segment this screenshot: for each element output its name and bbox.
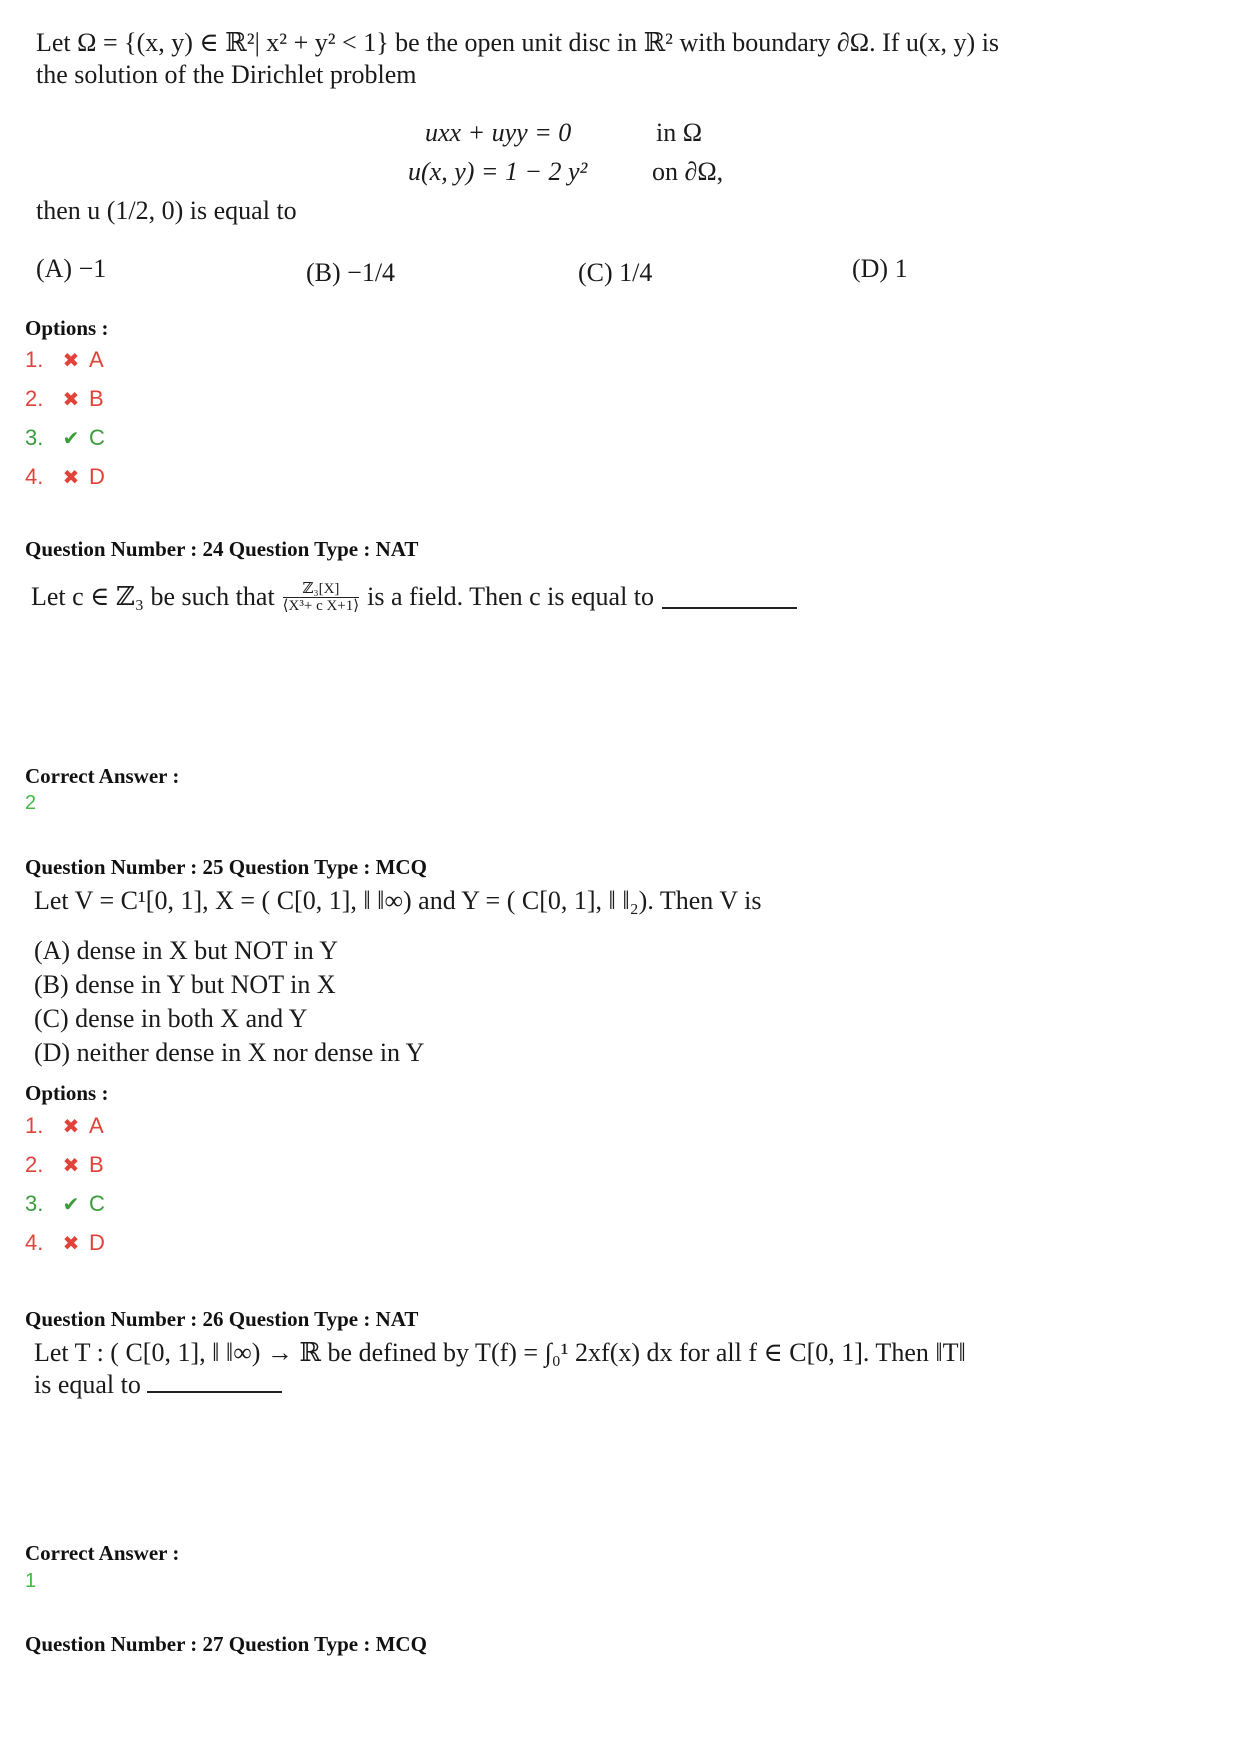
- q27-header: Question Number : 27 Question Type : MCQ: [25, 1632, 427, 1656]
- q24-fraction: $\frac{\text{ℤ₃[X]}}{\text{⟨X³+ c X+1⟩}}$: [282, 580, 360, 614]
- q25-choices: [34, 934, 424, 1070]
- q23-options-label: Options :: [25, 316, 109, 340]
- check-icon: ✔: [62, 427, 80, 450]
- cross-icon: ✖: [62, 466, 80, 489]
- q23-choice-a: (A) −1: [36, 254, 107, 283]
- q23-options-list: [25, 344, 105, 493]
- q23-option-4[interactable]: 4. ✖ D: [25, 464, 105, 489]
- q25-option-3[interactable]: 3. ✔ C: [25, 1191, 105, 1216]
- q26-answer-value: 1: [25, 1570, 37, 1592]
- cross-icon: ✖: [62, 1115, 80, 1138]
- q24-header: Question Number : 24 Question Type : NAT: [25, 537, 419, 561]
- q23-choice-b: (B) −1/4: [306, 258, 396, 287]
- q24-answer-label: Correct Answer :: [25, 764, 180, 788]
- q25-option-2[interactable]: 2. ✖ B: [25, 1152, 104, 1177]
- q23-equation-1: uxx + uyy = 0: [425, 118, 572, 147]
- q23-choice-c: (C) 1/4: [578, 258, 653, 287]
- cross-icon: ✖: [62, 349, 80, 372]
- q25-choice-b: (B) dense in Y but NOT in X: [34, 970, 336, 999]
- q23-then-text: then u (1/2, 0) is equal to: [36, 196, 297, 225]
- cross-icon: ✖: [62, 1232, 80, 1255]
- q23-option-1[interactable]: 1. ✖ A: [25, 347, 104, 372]
- q23-option-2[interactable]: 2. ✖ B: [25, 386, 104, 411]
- answer-blank: [147, 1369, 282, 1393]
- q26-answer-label: Correct Answer :: [25, 1541, 180, 1565]
- q24-stem: Let c ∈ ℤ₃ be such that $\frac{\text{ℤ₃[X]}}{\text{⟨X³+ c X+1⟩}}$ is a field. Then c is equal to: [31, 580, 797, 614]
- q25-header: Question Number : 25 Question Type : MCQ: [25, 855, 427, 879]
- answer-blank: [662, 585, 797, 609]
- q23-equation-2-domain: on ∂Ω,: [652, 157, 724, 186]
- q26-stem-line1: Let T : ( C[0, 1], ‖ ‖∞) → ℝ be defined by T(f) = ∫₀¹ 2xf(x) dx for all f ∈ C[0, 1]. Then ‖T‖: [34, 1338, 966, 1367]
- q25-choice-c: (C) dense in both X and Y: [34, 1004, 308, 1033]
- cross-icon: ✖: [62, 388, 80, 411]
- q26-stem-line2: is equal to: [34, 1368, 282, 1402]
- q23-equation-1-domain: in Ω: [656, 118, 703, 147]
- q24-answer-value: 2: [25, 792, 37, 814]
- q25-stem: Let V = C¹[0, 1], X = ( C[0, 1], ‖ ‖∞) and Y = ( C[0, 1], ‖ ‖₂). Then V is: [34, 886, 762, 915]
- q23-equation-2: u(x, y) = 1 − 2 y²: [408, 157, 588, 186]
- q23-choice-d: (D) 1: [852, 254, 908, 283]
- q25-choice-d: (D) neither dense in X nor dense in Y: [34, 1038, 425, 1067]
- q23-option-3[interactable]: 3. ✔ C: [25, 425, 105, 450]
- q25-options-label: Options :: [25, 1081, 109, 1105]
- q26-header: Question Number : 26 Question Type : NAT: [25, 1307, 419, 1331]
- check-icon: ✔: [62, 1193, 80, 1216]
- q23-intro-line1: Let Ω = {(x, y) ∈ ℝ²| x² + y² < 1} be the open unit disc in ℝ² with boundary ∂Ω. If u(x, y) is: [36, 28, 1000, 57]
- cross-icon: ✖: [62, 1154, 80, 1177]
- q25-choice-a: (A) dense in X but NOT in Y: [34, 936, 339, 965]
- q25-option-1[interactable]: 1. ✖ A: [25, 1113, 104, 1138]
- q25-option-4[interactable]: 4. ✖ D: [25, 1230, 105, 1255]
- q25-options-list: [25, 1110, 105, 1259]
- q23-intro-line2: the solution of the Dirichlet problem: [36, 60, 417, 89]
